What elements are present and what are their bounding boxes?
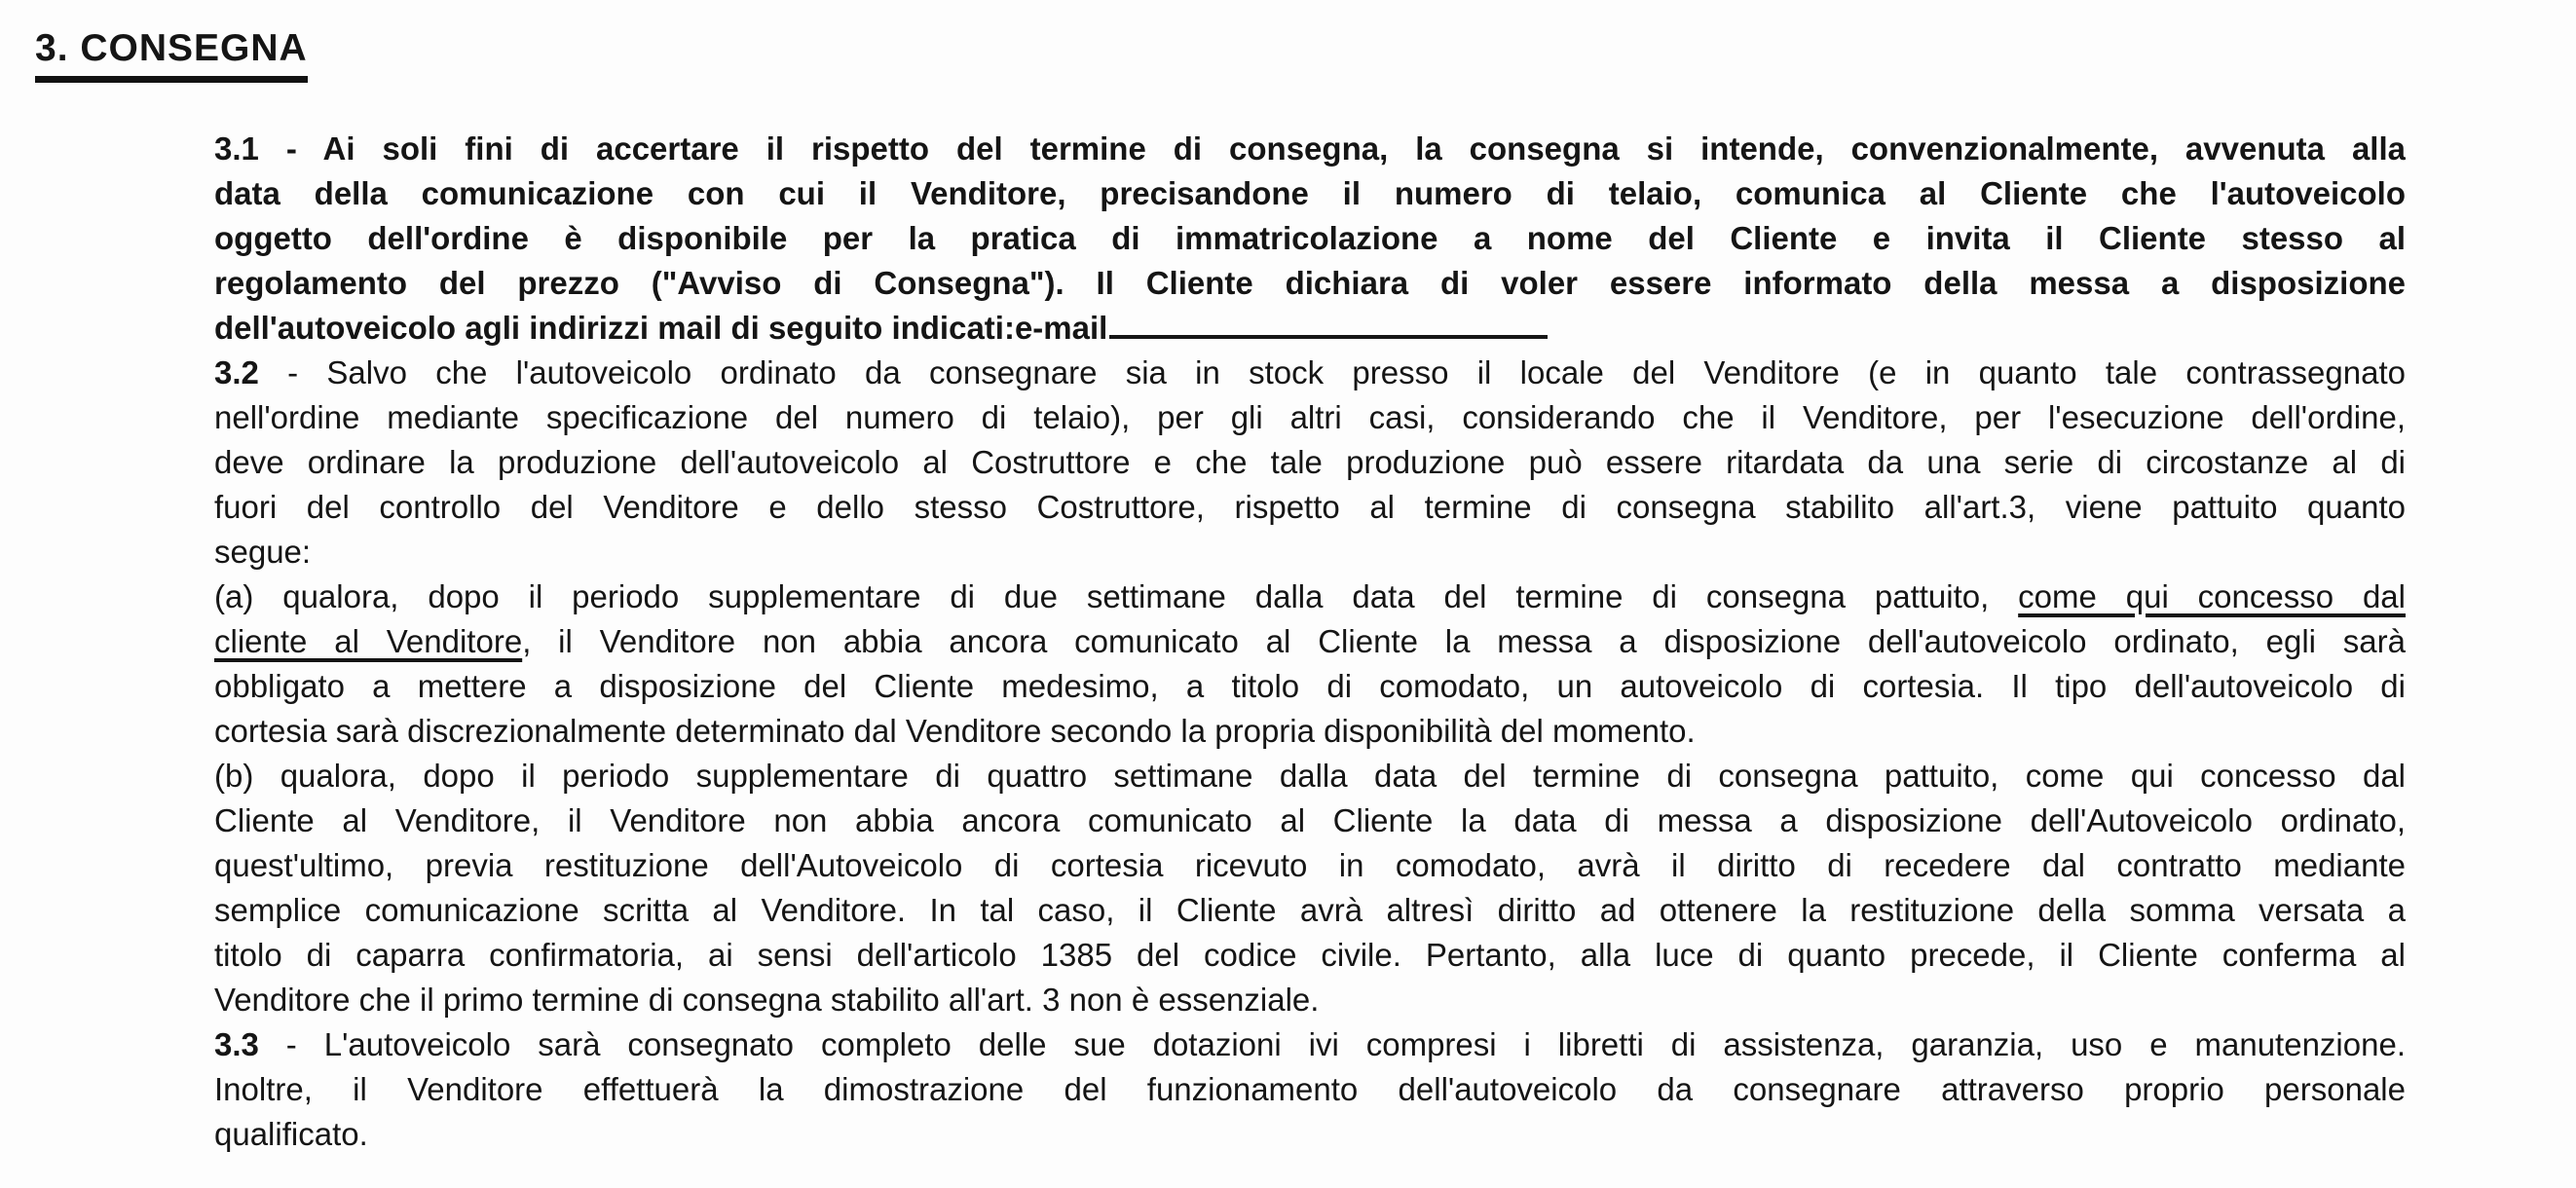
text-line	[214, 754, 2406, 798]
text-segment: 3.3	[214, 1026, 259, 1062]
text-line	[214, 440, 2406, 485]
text-segment: quest'ultimo, previa restituzione dell'Autoveicolo di cortesia ricevuto in comodato, avrà il diritto di recedere dal contratto mediante	[214, 847, 2406, 883]
clause-3-2	[214, 351, 2406, 575]
text-segment: qualificato.	[214, 1116, 368, 1152]
clause-3-2-b	[214, 754, 2406, 1022]
document-body	[214, 127, 2406, 1157]
text-line	[214, 1112, 2406, 1157]
text-line	[214, 843, 2406, 888]
text-line	[214, 171, 2406, 216]
text-segment: 3.2	[214, 354, 259, 390]
text-segment: oggetto dell'ordine è disponibile per la pratica di immatricolazione a nome del Cliente e invita il Cliente stesso al	[214, 220, 2406, 256]
text-segment: , il Venditore non abbia ancora comunicato al Cliente la messa a disposizione dell'autoveicolo ordinato, egli sarà	[522, 623, 2406, 659]
text-segment: - Salvo che l'autoveicolo ordinato da consegnare sia in stock presso il locale del Venditore (e in quanto tale contrassegnato	[258, 354, 2406, 390]
clause-3-1	[214, 127, 2406, 351]
text-segment: nell'ordine mediante specificazione del numero di telaio), per gli altri casi, considerando che il Venditore, per l'esecuzione dell'ordine,	[214, 399, 2406, 435]
text-line	[214, 351, 2406, 395]
text-line	[214, 664, 2406, 709]
text-segment: come qui concesso dal	[2018, 578, 2406, 614]
text-segment: obbligato a mettere a disposizione del Cliente medesimo, a titolo di comodato, un autoveicolo di cortesia. Il tipo dell'autoveicolo di	[214, 668, 2406, 704]
text-segment: Venditore che il primo termine di consegna stabilito all'art. 3 non è essenziale.	[214, 982, 1320, 1018]
text-line	[214, 1022, 2406, 1067]
text-line	[214, 619, 2406, 664]
text-line	[214, 978, 2406, 1022]
text-line	[214, 216, 2406, 261]
text-line	[214, 485, 2406, 530]
text-segment: data della comunicazione con cui il Venditore, precisandone il numero di telaio, comunica al Cliente che l'autoveicolo	[214, 175, 2406, 211]
clause-3-2-a	[214, 575, 2406, 754]
text-segment: 3.1 - Ai soli fini di accertare il rispetto del termine di consegna, la consegna si intende, convenzionalmente, avvenuta alla	[214, 130, 2406, 167]
text-segment: semplice comunicazione scritta al Venditore. In tal caso, il Cliente avrà altresì diritto ad ottenere la restituzione della somma versata a	[214, 892, 2406, 928]
text-segment: dell'autoveicolo agli indirizzi mail di seguito indicati:e-mail	[214, 310, 1108, 346]
text-line	[214, 306, 2406, 351]
text-segment: (b) qualora, dopo il periodo supplementare di quattro settimane dalla data del termine di consegna pattuito, come qui concesso dal	[214, 758, 2406, 794]
text-segment: titolo di caparra confirmatoria, ai sensi dell'articolo 1385 del codice civile. Pertanto, alla luce di quanto precede, il Cliente conferma al	[214, 937, 2406, 973]
text-segment: - L'autoveicolo sarà consegnato completo delle sue dotazioni ivi compresi i libretti di assistenza, garanzia, uso e manutenzione.	[258, 1026, 2406, 1062]
text-line	[214, 395, 2406, 440]
text-line	[214, 888, 2406, 933]
text-segment: cliente al Venditore	[214, 623, 523, 659]
email-blank-line	[1109, 335, 1548, 339]
text-line	[214, 261, 2406, 306]
text-line	[214, 530, 2406, 575]
text-segment: (a) qualora, dopo il periodo supplementare di due settimane dalla data del termine di consegna pattuito,	[214, 578, 2019, 614]
text-line	[214, 798, 2406, 843]
text-segment: fuori del controllo del Venditore e dello stesso Costruttore, rispetto al termine di consegna stabilito all'art.3, viene pattuito quanto	[214, 489, 2406, 525]
text-line	[214, 709, 2406, 754]
text-segment: regolamento del prezzo ("Avviso di Consegna"). Il Cliente dichiara di voler essere informato della messa a disposizione	[214, 265, 2406, 301]
text-segment: segue:	[214, 534, 312, 570]
text-segment: Cliente al Venditore, il Venditore non abbia ancora comunicato al Cliente la data di messa a disposizione dell'Autoveicolo ordinato,	[214, 802, 2406, 838]
text-segment: Inoltre, il Venditore effettuerà la dimostrazione del funzionamento dell'autoveicolo da consegnare attraverso proprio personale	[214, 1071, 2406, 1107]
section-heading: 3. CONSEGNA	[35, 27, 308, 83]
text-line	[214, 575, 2406, 619]
text-line	[214, 933, 2406, 978]
text-line	[214, 127, 2406, 171]
clause-3-3	[214, 1022, 2406, 1157]
text-segment: cortesia sarà discrezionalmente determinato dal Venditore secondo la propria disponibilità del momento.	[214, 713, 1696, 749]
text-line	[214, 1067, 2406, 1112]
text-segment: deve ordinare la produzione dell'autoveicolo al Costruttore e che tale produzione può essere ritardata da una serie di circostanze al di	[214, 444, 2406, 480]
